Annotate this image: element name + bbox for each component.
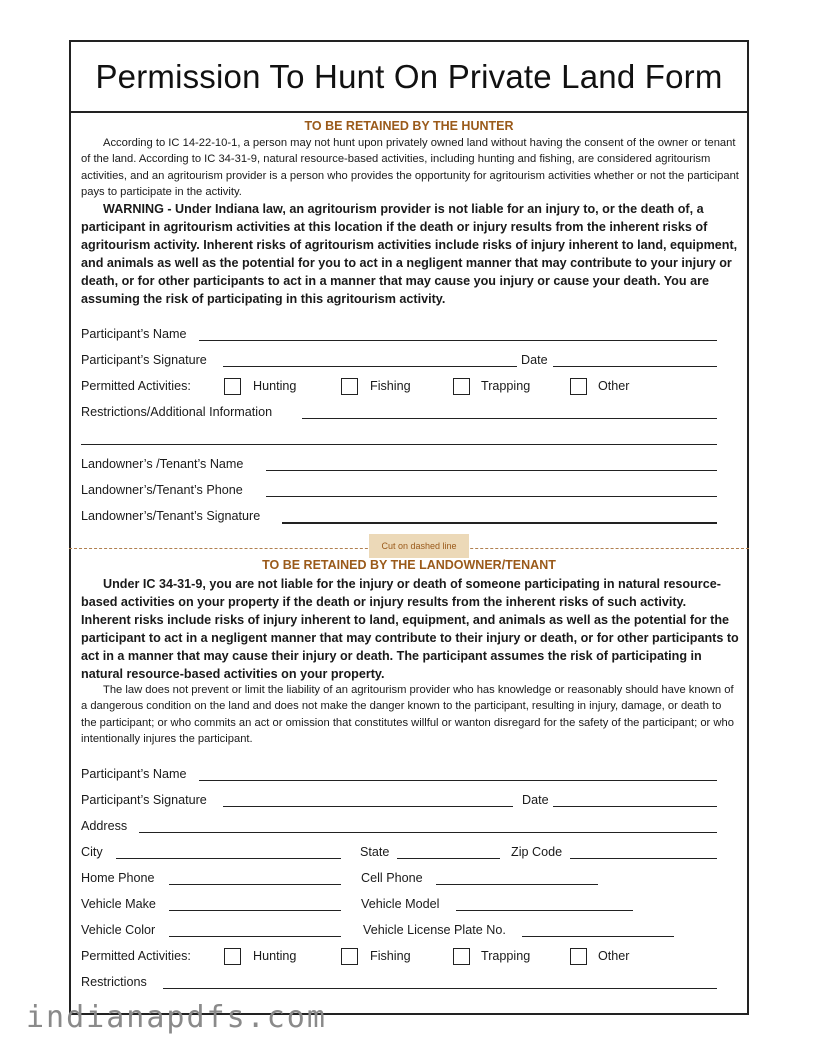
city-label: City bbox=[81, 845, 103, 859]
lt-permitted-activities-label: Permitted Activities: bbox=[81, 949, 191, 963]
lt-other-checkbox[interactable] bbox=[570, 948, 587, 965]
state-label: State bbox=[360, 845, 390, 859]
date-field[interactable] bbox=[553, 353, 717, 367]
state-field[interactable] bbox=[397, 845, 500, 859]
landowner-name-field[interactable] bbox=[266, 457, 717, 471]
vehicle-model-label: Vehicle Model bbox=[361, 897, 440, 911]
lt-participant-name-label: Participant’s Name bbox=[81, 767, 187, 781]
cell-phone-label: Cell Phone bbox=[361, 871, 423, 885]
site-watermark: indianapdfs.com bbox=[26, 1000, 327, 1035]
date-label: Date bbox=[521, 353, 548, 367]
hunting-checkbox[interactable] bbox=[224, 378, 241, 395]
landowner-section-heading: TO BE RETAINED BY THE LANDOWNER/TENANT bbox=[262, 558, 556, 572]
landowner-signature-label: Landowner’s/Tenant’s Signature bbox=[81, 509, 261, 523]
participant-name-label: Participant’s Name bbox=[81, 327, 187, 341]
lt-restrictions-field[interactable] bbox=[163, 975, 717, 989]
lt-hunting-label: Hunting bbox=[253, 949, 297, 963]
city-field[interactable] bbox=[116, 845, 341, 859]
vehicle-model-field[interactable] bbox=[456, 897, 633, 911]
address-label: Address bbox=[81, 819, 128, 833]
lt-hunting-checkbox[interactable] bbox=[224, 948, 241, 965]
vehicle-color-label: Vehicle Color bbox=[81, 923, 156, 937]
lt-trapping-label: Trapping bbox=[481, 949, 531, 963]
other-label: Other bbox=[598, 379, 630, 393]
vehicle-plate-field[interactable] bbox=[522, 923, 674, 937]
lt-participant-signature-field[interactable] bbox=[223, 793, 513, 807]
home-phone-label: Home Phone bbox=[81, 871, 155, 885]
address-field[interactable] bbox=[139, 819, 717, 833]
lt-participant-name-field[interactable] bbox=[199, 767, 717, 781]
fishing-label: Fishing bbox=[370, 379, 411, 393]
form-title: Permission To Hunt On Private Land Form bbox=[95, 57, 723, 95]
hunting-label: Hunting bbox=[253, 379, 297, 393]
hunter-warning-paragraph: WARNING - Under Indiana law, an agritourism provider is not liable for an injury to, or the death of, a participant in agritourism activities at this location if the death or injury results from the inherent risks of agritourism activity. Inherent risks of agritourism activities include risks of injury inherent to land, equipment, and animals as well as the potential for you to act in a negligent manner that may contribute to your injury or death, or for other participants to act in a manner that may cause you injury or cause your death. You are assuming the risk of participating in this agritourism activity. bbox=[81, 202, 738, 306]
home-phone-field[interactable] bbox=[169, 871, 341, 885]
zip-label: Zip Code bbox=[511, 845, 563, 859]
form-frame bbox=[69, 40, 749, 1015]
vehicle-make-label: Vehicle Make bbox=[81, 897, 156, 911]
cell-phone-field[interactable] bbox=[436, 871, 598, 885]
other-checkbox[interactable] bbox=[570, 378, 587, 395]
lt-other-label: Other bbox=[598, 949, 630, 963]
lt-trapping-checkbox[interactable] bbox=[453, 948, 470, 965]
restrictions-additional-label: Restrictions/Additional Information bbox=[81, 405, 273, 419]
vehicle-plate-label: Vehicle License Plate No. bbox=[363, 923, 506, 937]
participant-name-field[interactable] bbox=[199, 327, 717, 341]
title-box bbox=[71, 42, 747, 113]
restrictions-field[interactable] bbox=[302, 405, 717, 419]
trapping-label: Trapping bbox=[481, 379, 531, 393]
vehicle-make-field[interactable] bbox=[169, 897, 341, 911]
permitted-activities-label: Permitted Activities: bbox=[81, 379, 191, 393]
landowner-bold-paragraph: Under IC 34-31-9, you are not liable for the injury or death of someone participating in natural resource-based activities on your property if the death or injury results from the inherent risks of such activity. Inherent risks include risks of injury inherent to land, equipment, and animals as well as the potential for the participant to act in a negligent manner that may contribute to their injury or death, or for other participants to act in a manner that may cause their injury or death. The participant assumes the risk of participating in natural resource-based activities on your property. bbox=[81, 577, 739, 681]
lt-fishing-checkbox[interactable] bbox=[341, 948, 358, 965]
lt-participant-signature-label: Participant’s Signature bbox=[81, 793, 207, 807]
hunter-intro-paragraph: According to IC 14-22-10-1, a person may not hunt upon privately owned land without having the consent of the owner or tenant of the land. According to IC 34-31-9, natural resource-based activities, including hunting and fishing, are considered agritourism activities, and an agritourism provider is a person who provides the opportunity for agritourism activities whether or not the participant pays to participate in the activity. bbox=[81, 137, 739, 199]
lt-date-label: Date bbox=[522, 793, 549, 807]
vehicle-color-field[interactable] bbox=[169, 923, 341, 937]
landowner-phone-field[interactable] bbox=[266, 483, 717, 497]
cut-label: Cut on dashed line bbox=[369, 534, 469, 558]
liability-law-paragraph: The law does not prevent or limit the liability of an agritourism provider who has knowledge or reasonably should have known of a dangerous condition on the land and does not make the danger known to the participant, resulting in injury, damage, or death to the participant; or who commits an act or omission that constitutes willful or wanton disregard for the safety of the participant; or who intentionally injures the participant. bbox=[81, 684, 734, 746]
restrictions-field-line-2[interactable] bbox=[81, 431, 717, 445]
landowner-signature-field[interactable] bbox=[282, 509, 717, 524]
hunter-section-heading: TO BE RETAINED BY THE HUNTER bbox=[304, 119, 514, 133]
lt-date-field[interactable] bbox=[553, 793, 717, 807]
fishing-checkbox[interactable] bbox=[341, 378, 358, 395]
trapping-checkbox[interactable] bbox=[453, 378, 470, 395]
zip-field[interactable] bbox=[570, 845, 717, 859]
participant-signature-field[interactable] bbox=[223, 353, 517, 367]
landowner-name-label: Landowner’s /Tenant’s Name bbox=[81, 457, 244, 471]
landowner-phone-label: Landowner’s/Tenant’s Phone bbox=[81, 483, 243, 497]
lt-fishing-label: Fishing bbox=[370, 949, 411, 963]
lt-restrictions-label: Restrictions bbox=[81, 975, 147, 989]
participant-signature-label: Participant’s Signature bbox=[81, 353, 207, 367]
